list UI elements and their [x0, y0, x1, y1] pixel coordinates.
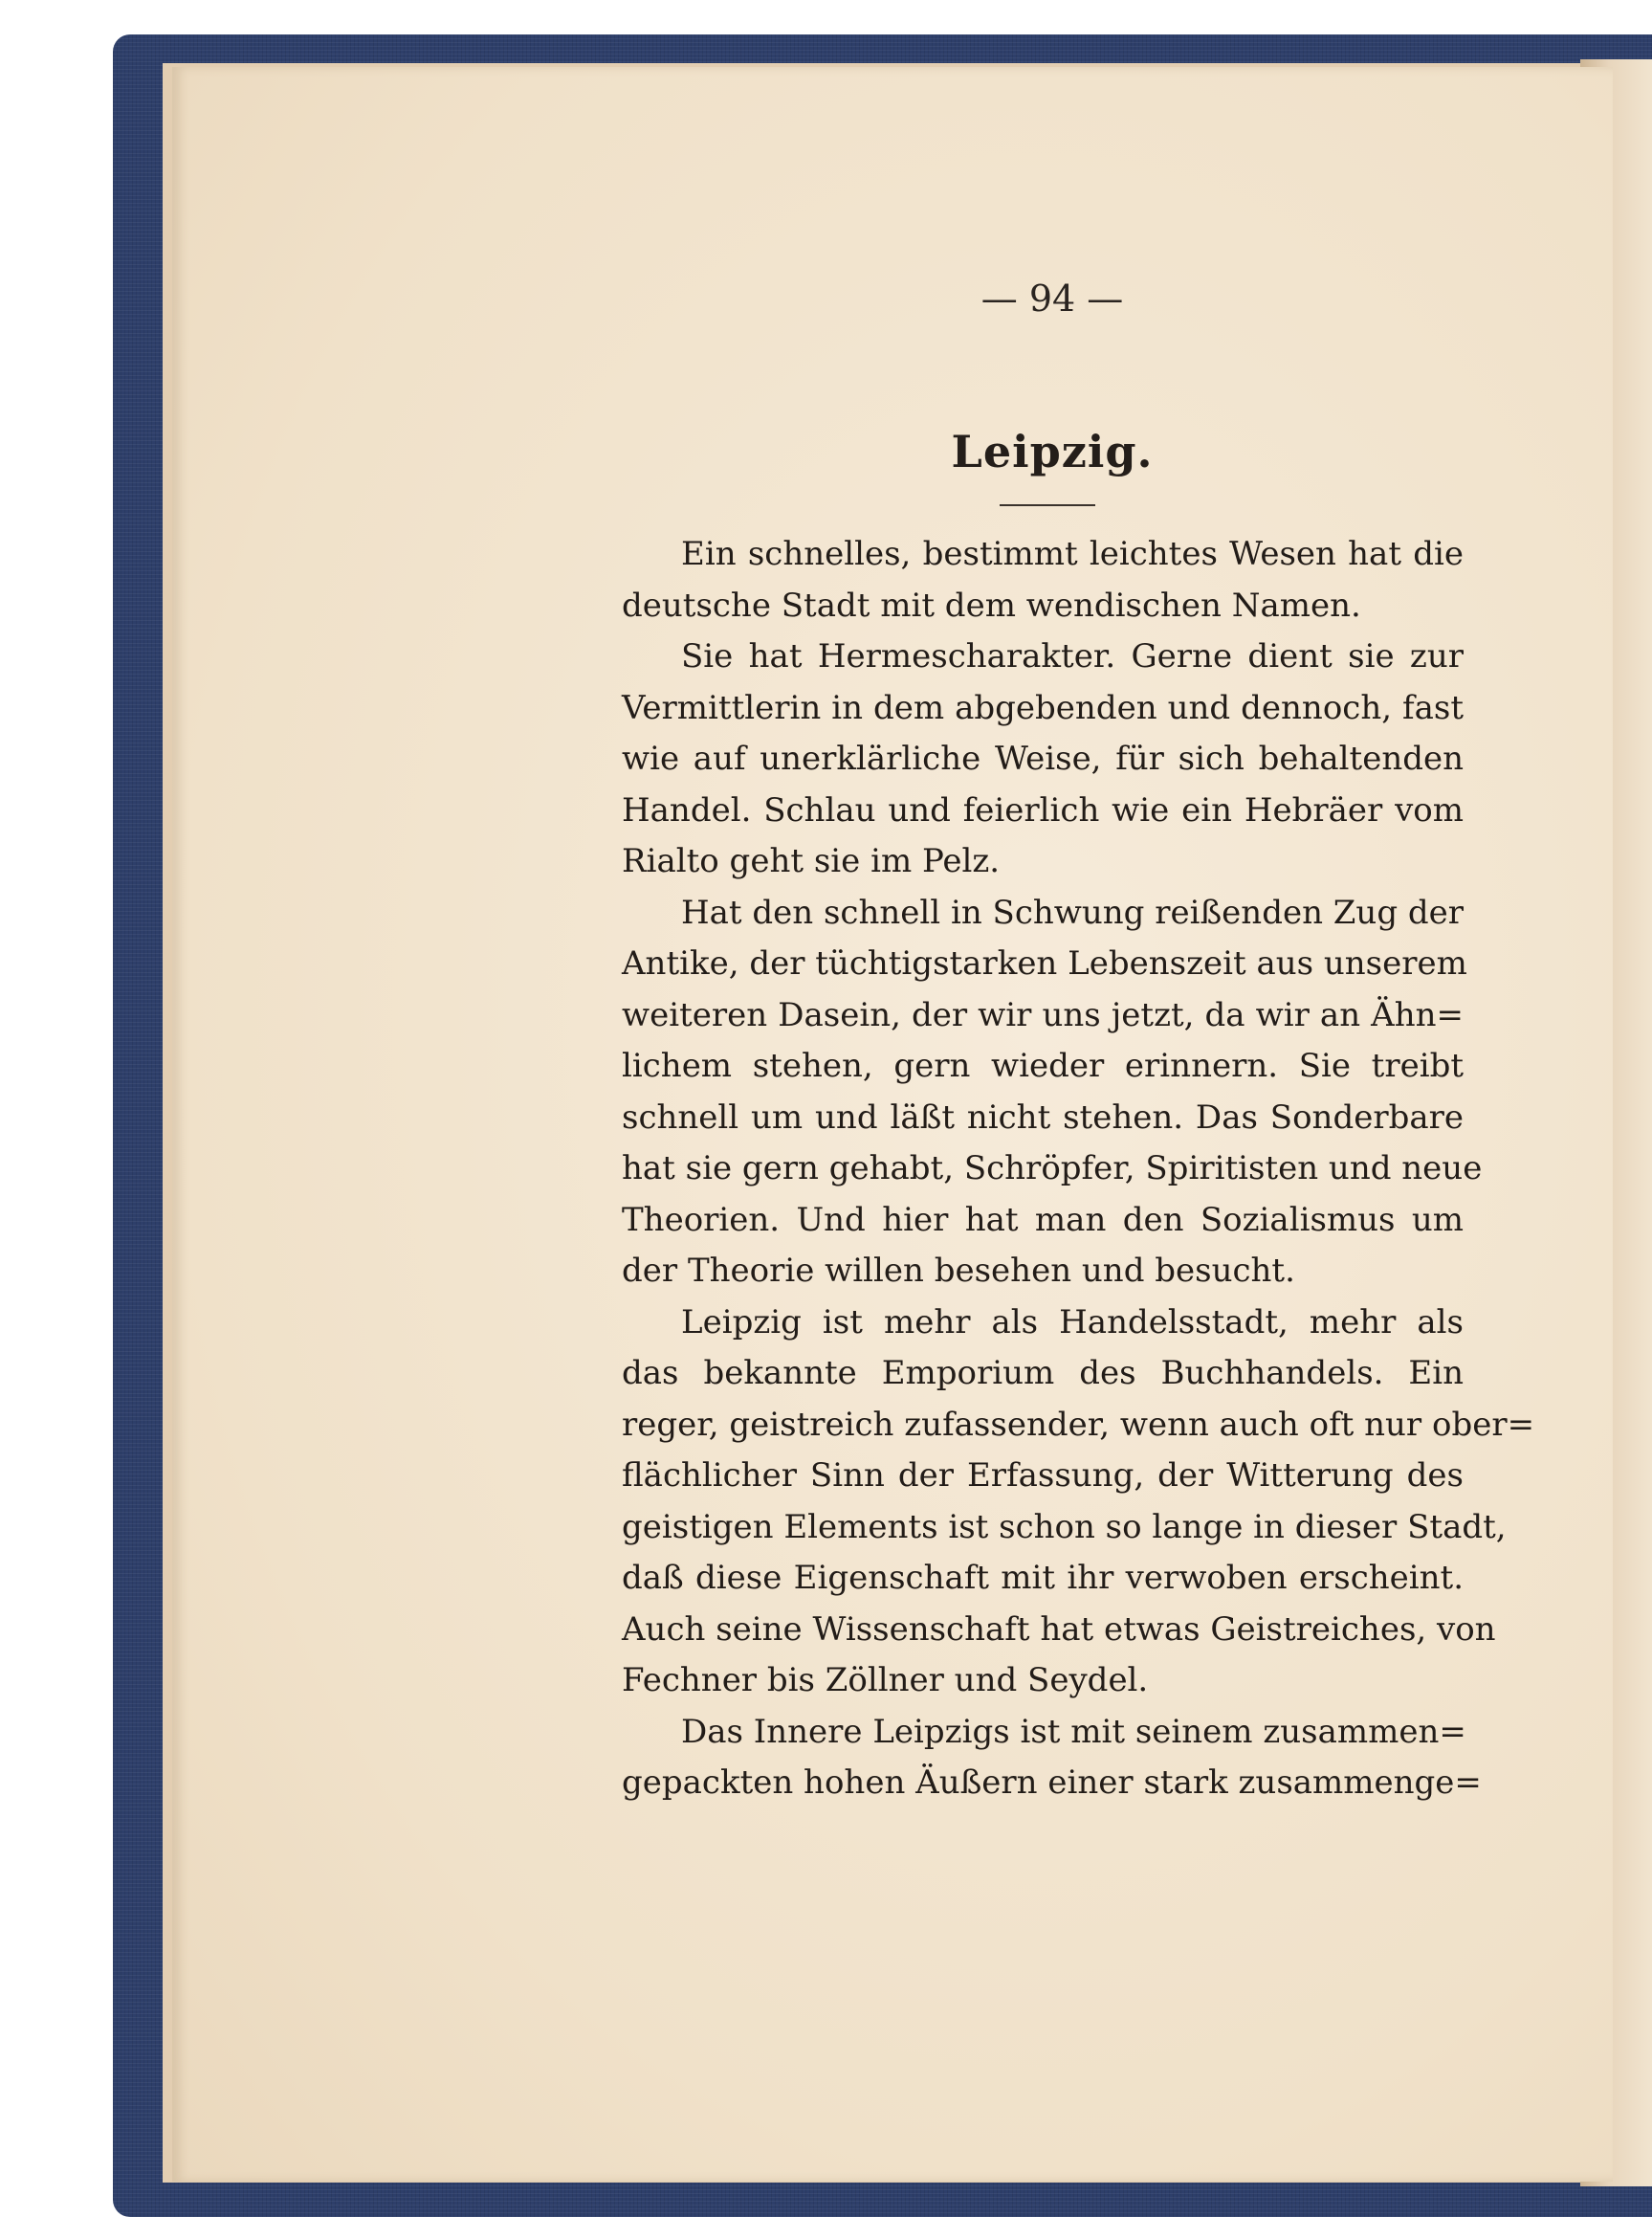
text-line: geistigen Elements ist schon so lange in dieser Stadt,	[622, 1507, 1507, 1546]
text-line: Antike, der tüchtigstarken Lebenszeit aus unserem	[622, 944, 1467, 983]
text-line: Fechner bis Zöllner und Seydel.	[622, 1661, 1149, 1699]
text-line: Vermittlerin in dem abgebenden und dennoch, fast	[622, 688, 1464, 727]
text-line: Ein schnelles, bestimmt leichtes Wesen hat die	[681, 535, 1464, 573]
text-line: Theorien. Und hier hat man den Sozialismus um	[622, 1200, 1464, 1239]
text-line: Leipzig ist mehr als Handelsstadt, mehr als	[681, 1302, 1464, 1341]
text-line: das bekannte Emporium des Buchhandels. Ein	[622, 1354, 1464, 1392]
text-line: flächlicher Sinn der Erfassung, der Witterung des	[622, 1456, 1464, 1495]
text-line: Hat den schnell in Schwung reißenden Zug der	[681, 893, 1465, 932]
text-line: Sie hat Hermescharakter. Gerne dient sie zur	[681, 637, 1464, 676]
text-line: gepackten hohen Äußern einer stark zusammenge=	[622, 1763, 1482, 1802]
text-line: lichem stehen, gern wieder erinnern. Sie treibt	[622, 1047, 1464, 1085]
text-line: schnell um und läßt nicht stehen. Das Sonderbare	[622, 1097, 1464, 1137]
chapter-title: Leipzig.	[951, 426, 1154, 477]
text-line: Auch seine Wissenschaft hat etwas Geistreiches, von	[622, 1609, 1496, 1649]
text-line: Das Innere Leipzigs ist mit seinem zusammen=	[681, 1712, 1466, 1751]
page-number: — 94 —	[980, 277, 1124, 320]
text-line: daß diese Eigenschaft mit ihr verwoben erscheint.	[622, 1559, 1464, 1597]
text-line: hat sie gern gehabt, Schröpfer, Spiritisten und neue	[622, 1149, 1483, 1187]
title-divider	[1000, 504, 1095, 506]
text-line: weiteren Dasein, der wir uns jetzt, da wir an Ähn=	[622, 995, 1464, 1034]
text-line: Rialto geht sie im Pelz.	[622, 842, 1001, 880]
body-text	[622, 529, 1535, 1809]
text-line: reger, geistreich zufassender, wenn auch oft nur ober=	[622, 1405, 1535, 1444]
text-line: wie auf unerklärliche Weise, für sich behaltenden	[622, 740, 1464, 778]
text-line: deutsche Stadt mit dem wendischen Namen.	[622, 586, 1361, 625]
text-line: der Theorie willen besehen und besucht.	[622, 1252, 1295, 1290]
text-line: Handel. Schlau und feierlich wie ein Hebräer vom	[622, 790, 1464, 830]
